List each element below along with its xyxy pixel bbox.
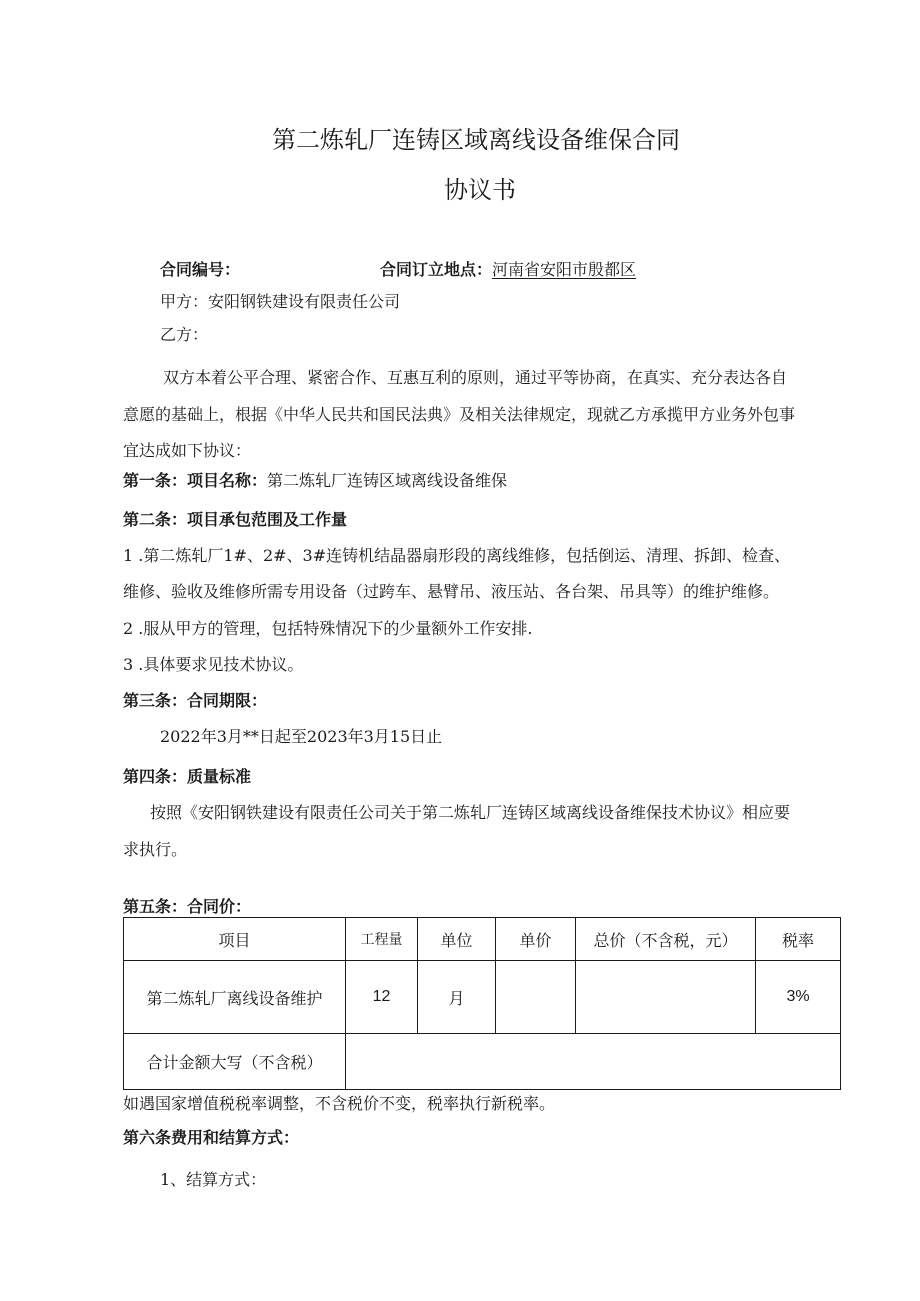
article-2-item-1-line-1: 1 .第二炼轧厂1#、2#、3#连铸机结晶器扇形段的离线维修，包括倒运、清理、拆卸、检查、 xyxy=(123,546,791,565)
contract-place-value: 河南省安阳市殷都区 xyxy=(492,260,637,279)
cell-unit: 月 xyxy=(418,961,496,1034)
article-1-label: 第一条：项目名称： xyxy=(123,471,268,490)
article-6-label: 第六条费用和结算方式： xyxy=(123,1128,300,1147)
cell-total-price xyxy=(576,961,756,1034)
article-6-item-1: 1、结算方式： xyxy=(160,1170,267,1189)
article-4-line-1: 按照《安阳钢铁建设有限责任公司关于第二炼轧厂连铸区域离线设备维保技术协议》相应要 xyxy=(150,803,791,822)
document-subtitle: 协议书 xyxy=(444,176,516,204)
price-table-header-row xyxy=(124,918,841,961)
cell-quantity: 12 xyxy=(346,961,418,1034)
article-4-label: 第四条：质量标准 xyxy=(123,767,252,786)
cell-unit-price xyxy=(496,961,576,1034)
article-2-item-1-line-2: 维修、验收及维修所需专用设备（过跨车、悬臂吊、液压站、各台架、吊具等）的维护维修。 xyxy=(123,582,780,601)
tax-note: 如遇国家增值税税率调整，不含税价不变，税率执行新税率。 xyxy=(123,1094,556,1113)
intro-line-1: 双方本着公平合理、紧密合作、互惠互利的原则，通过平等协商，在真实、充分表达各自 xyxy=(163,368,788,387)
article-2-label: 第二条：项目承包范围及工作量 xyxy=(123,510,348,529)
cell-total-value xyxy=(346,1034,841,1090)
article-1 xyxy=(123,471,507,491)
article-2-item-3: 3 .具体要求见技术协议。 xyxy=(123,655,304,674)
price-table-total-row xyxy=(124,1034,841,1090)
header-item: 项目 xyxy=(124,918,346,961)
header-total-price: 总价（不含税，元） xyxy=(576,918,756,961)
document-title: 第二炼轧厂连铸区域离线设备维保合同 xyxy=(272,126,680,154)
party-b: 乙方： xyxy=(160,325,209,344)
contract-place xyxy=(380,260,636,280)
article-3-label: 第三条：合同期限： xyxy=(123,691,268,710)
header-quantity: 工程量 xyxy=(346,918,418,961)
article-2-item-2: 2 .服从甲方的管理，包括特殊情况下的少量额外工作安排. xyxy=(123,619,533,638)
article-1-value: 第二炼轧厂连铸区域离线设备维保 xyxy=(267,471,508,490)
intro-line-2: 意愿的基础上，根据《中华人民共和国民法典》及相关法律规定，现就乙方承揽甲方业务外包事 xyxy=(123,405,796,424)
contract-place-label: 合同订立地点： xyxy=(380,260,493,279)
cell-total-label: 合计金额大写（不含税） xyxy=(124,1034,346,1090)
cell-tax-rate: 3% xyxy=(756,961,841,1034)
cell-item: 第二炼轧厂离线设备维护 xyxy=(124,961,346,1034)
article-3-value: 2022年3月**日起至2023年3月15日止 xyxy=(160,727,443,746)
header-tax-rate: 税率 xyxy=(756,918,841,961)
intro-line-3: 宜达成如下协议： xyxy=(123,441,252,460)
price-table xyxy=(123,917,841,1090)
contract-number-label: 合同编号： xyxy=(160,260,241,279)
article-4-line-2: 求执行。 xyxy=(123,840,188,859)
header-unit-price: 单价 xyxy=(496,918,576,961)
article-5-label: 第五条：合同价： xyxy=(123,897,252,916)
price-table-row xyxy=(124,961,841,1034)
header-unit: 单位 xyxy=(418,918,496,961)
party-a: 甲方：安阳钢铁建设有限责任公司 xyxy=(160,292,401,311)
